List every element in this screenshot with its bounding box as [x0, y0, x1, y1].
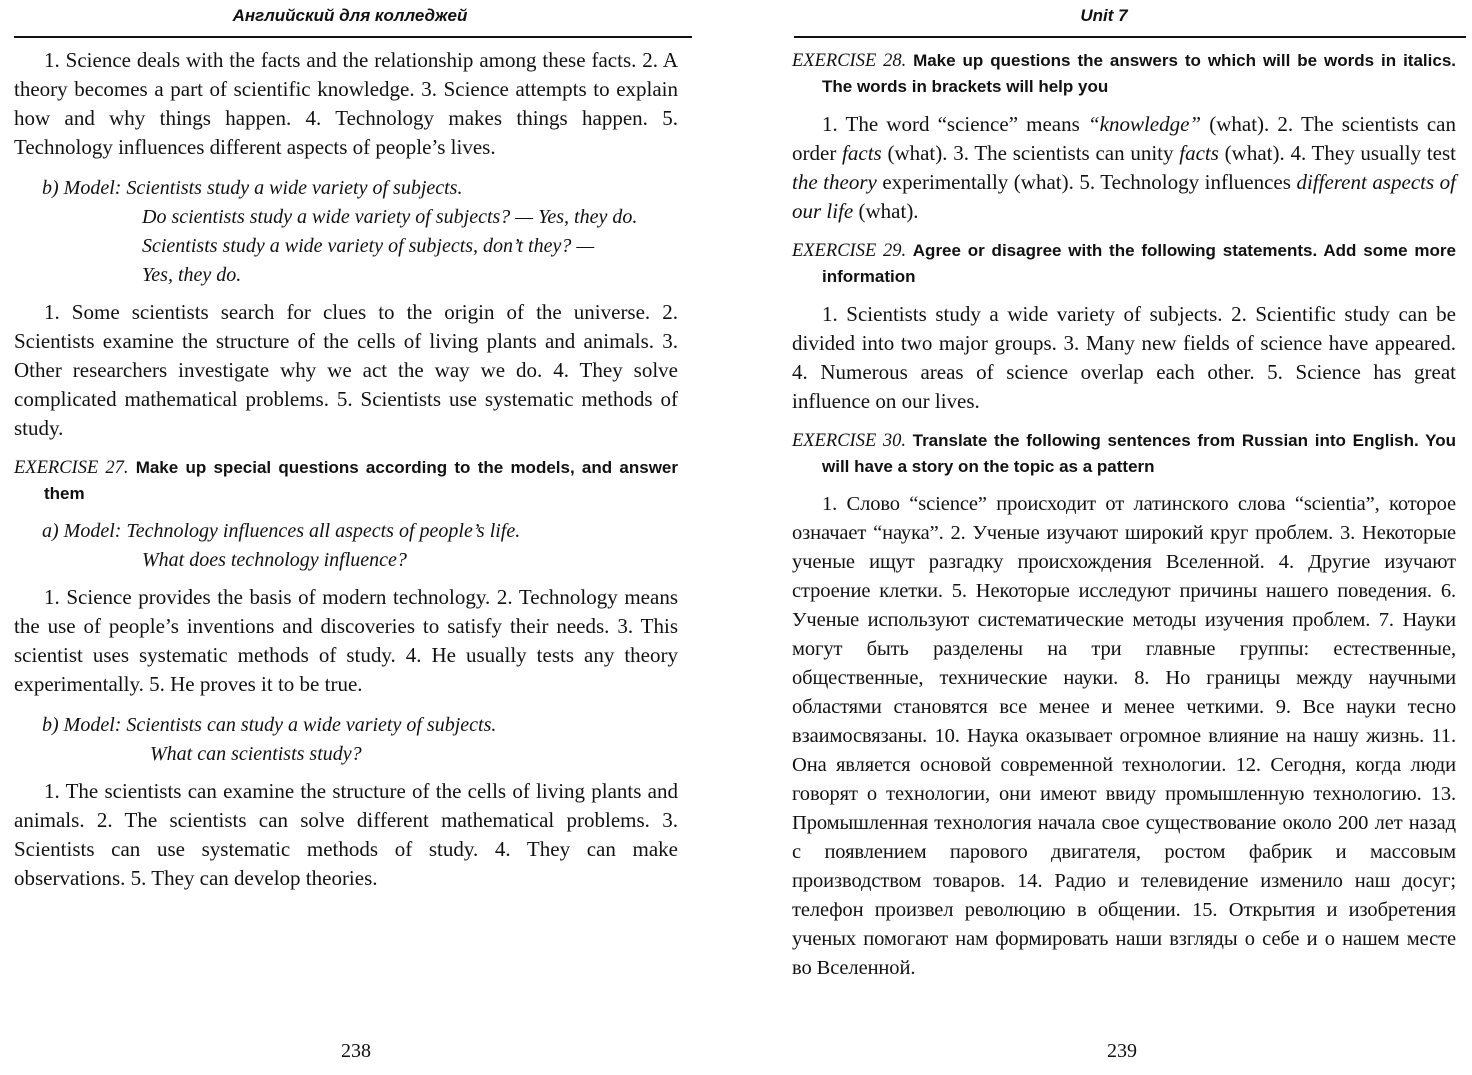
- model-b-sentences: 1. Some scientists search for clues to the origin of the universe. 2. Scientists examine the structure of the cells of living plants and animals. 3. Other researchers investigate why we act the way we do. 4. They solve complicated mathematical problems. 5. Scientists use systematic methods of study.: [14, 300, 678, 440]
- model-b-modal-sentences: 1. The scientists can examine the structure of the cells of living plants and animals. 2. The scientists can solve different mathematical problems. 3. Scientists can use systematic methods of study. 4. They can make observations. 5. They can develop theories.: [14, 779, 678, 890]
- exercise-29-sentences: 1. Scientists study a wide variety of subjects. 2. Scientific study can be divided into two major groups. 3. Many new fields of science have appeared. 4. Numerous areas of science overlap each other. 5. Science has great influence on our lives.: [792, 302, 1456, 413]
- exercise-title: Agree or disagree with the following statements. Add some more information: [822, 241, 1456, 286]
- right-page: [736, 0, 1472, 1075]
- model-example-line: What does technology influence?: [142, 549, 407, 571]
- right-page-content: [792, 46, 1456, 995]
- exercise-title: Make up special questions according to the models, and answer them: [44, 458, 678, 503]
- model-example-line: Scientists study a wide variety of subjects, don’t they? —: [142, 235, 595, 257]
- header-rule-right: [794, 36, 1466, 38]
- page-number-right: 239: [1107, 1040, 1137, 1062]
- model-example-line: What can scientists study?: [150, 743, 362, 765]
- model-b-present: [14, 174, 678, 290]
- exercise-title: Make up questions the answers to which will be words in italics. The words in brackets will help you: [822, 51, 1456, 96]
- exercise-30-heading: [792, 428, 1456, 480]
- running-head-left: Английский для колледжей: [232, 6, 468, 25]
- page-number-left: 238: [341, 1040, 371, 1062]
- model-label: b) Model: Scientists study a wide variety of subjects.: [42, 177, 463, 199]
- exercise-number: EXERCISE 30.: [792, 431, 906, 451]
- model-b-modal: [14, 711, 678, 769]
- exercise-number: EXERCISE 29.: [792, 241, 907, 261]
- exercise-30-russian-text: 1. Слово “science” происходит от латинского слова “scientia”, которое означает “наука”. 2. Ученые изучают широкий круг проблем. 3. Некоторые ученые ищут разгадку происхождения Вселенной. 4. Другие изучают строение клетки. 5. Некоторые исследуют причины нашего поведения. 6. Ученые используют систематические методы изучения проблем. 7. Науки могут быть разделены на три главные группы: естественные, общественные, технические науки. 8. Но границы между научными областями становятся все менее и менее четкими. 9. Все науки тесно взаимосвязаны. 10. Наука оказывает огромное влияние на нашу жизнь. 11. Она является основой современной технологии. 12. Сегодня, когда люди говорят о технологии, они имеют ввиду промышленную технологию. 13. Промышленная технология начала свое существование около 200 лет назад с появлением парового двигателя, ростом фабрик и массовым производством товаров. 14. Радио и телевидение изменило наш досуг; телефон произвел революцию в общении. 15. Открытия и изобретения ученых помогают нам формировать наши взгляды о себе и о нашем месте во Вселенной.: [792, 493, 1456, 979]
- header-rule-left: [14, 36, 692, 38]
- model-example-line: Yes, they do.: [142, 264, 242, 286]
- exercise-title: Translate the following sentences from Russian into English. You will have a story on the topic as a pattern: [822, 431, 1456, 476]
- model-a-sentences: 1. Science provides the basis of modern technology. 2. Technology means the use of people’s inventions and discoveries to satisfy their needs. 3. This scientist uses systematic methods of study. 4. He usually tests any theory experimentally. 5. He proves it to be true.: [14, 585, 678, 696]
- left-page-content: [14, 46, 678, 905]
- exercise-number: EXERCISE 28.: [792, 51, 907, 71]
- exercise-number: EXERCISE 27.: [14, 458, 129, 478]
- model-a: [14, 517, 678, 575]
- exercise-28-heading: [792, 48, 1456, 100]
- model-example-line: Do scientists study a wide variety of subjects? — Yes, they do.: [142, 206, 638, 228]
- running-head-right: Unit 7: [1080, 6, 1128, 25]
- exercise-27-heading: [14, 455, 678, 507]
- model-label: a) Model: Technology influences all aspects of people’s life.: [42, 520, 521, 542]
- exercise-29-heading: [792, 238, 1456, 290]
- intro-paragraph: 1. Science deals with the facts and the relationship among these facts. 2. A theory becomes a part of scientific knowledge. 3. Science attempts to explain how and why things happen. 4. Technology makes things happen. 5. Technology influences different aspects of people’s lives.: [14, 48, 678, 159]
- model-label: b) Model: Scientists can study a wide variety of subjects.: [42, 714, 497, 736]
- exercise-28-sentences: 1. The word “science” means “knowledge” (what). 2. The scientists can order facts (what). 3. The scientists can unity facts (what). 4. They usually test the theory experimentally (what). 5. Technology influences different aspects of our life (what).: [792, 112, 1456, 223]
